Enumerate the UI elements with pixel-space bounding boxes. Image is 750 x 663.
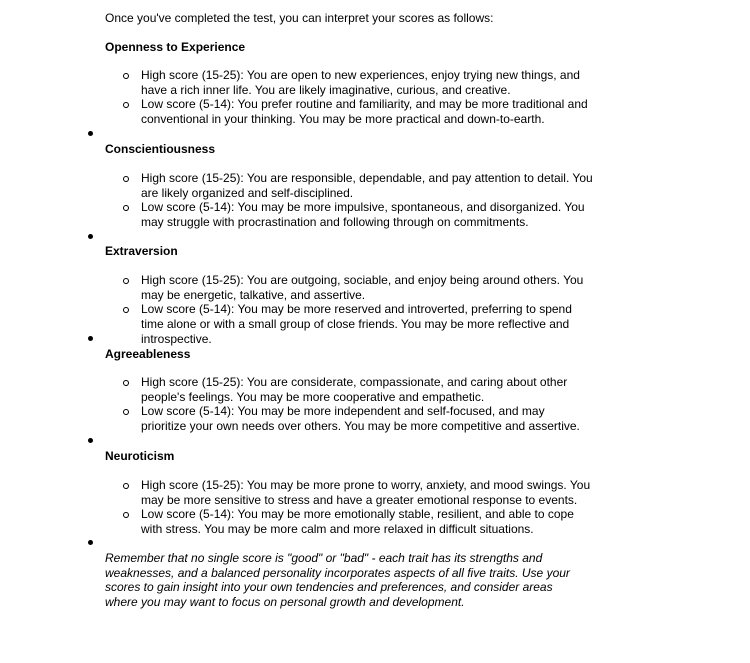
trait-heading-openness: Openness to Experience (105, 40, 246, 54)
trait-high-score-extraversion (123, 273, 593, 302)
trait-low-text: Low score (5-14): You may be more emotionally stable, resilient, and able to cope with stress. You may be more calm and more relaxed in difficult situations. (141, 507, 574, 537)
trait-low-score-extraversion (123, 302, 593, 346)
trait-low-text: Low score (5-14): You may be more impulsive, spontaneous, and disorganized. You may struggle with procrastination and following through on commitments. (141, 200, 585, 230)
trait-low-text: Low score (5-14): You prefer routine and familiarity, and may be more traditional and conventional in your thinking. You may be more practical and down-to-earth. (141, 97, 588, 127)
circle-bullet-icon (123, 102, 129, 108)
trait-low-score-conscientiousness (123, 200, 593, 229)
trait-heading-conscientiousness: Conscientiousness (105, 142, 216, 156)
trait-high-score-conscientiousness (123, 171, 593, 200)
trait-list-neuroticism (123, 478, 593, 537)
trait-low-text: Low score (5-14): You may be more reserved and introverted, preferring to spend time alone or with a small group of close friends. You may be more reflective and introspective. (141, 302, 572, 346)
trait-high-text: High score (15-25): You are outgoing, sociable, and enjoy being around others. You may be energetic, talkative, and assertive. (141, 273, 584, 302)
disc-bullet-icon (88, 234, 93, 239)
trait-heading-neuroticism: Neuroticism (105, 449, 175, 463)
trait-list-conscientiousness (123, 171, 593, 230)
closing-note: Remember that no single score is "good" or "bad" - each trait has its strengths and weaknesses, and a balanced personality incorporates aspects of all five traits. Use your scores to gain insight into your own tendencies and preferences, and consider areas where you may want to focus on personal growth and development. (105, 551, 570, 609)
trait-list-extraversion (123, 273, 593, 347)
trait-high-score-agreeableness (123, 375, 593, 404)
trait-low-score-neuroticism (123, 507, 593, 536)
trait-high-text: High score (15-25): You may be more prone to worry, anxiety, and mood swings. You may be more sensitive to stress and have a greater emotional response to events. (141, 478, 591, 507)
trait-low-score-openness (123, 97, 593, 126)
trait-low-score-agreeableness (123, 404, 593, 433)
disc-bullet-icon (88, 438, 93, 443)
circle-bullet-icon (123, 176, 129, 182)
trait-list-openness (123, 68, 593, 127)
circle-bullet-icon (123, 307, 129, 313)
disc-bullet-icon (88, 131, 93, 136)
disc-bullet-icon (88, 540, 93, 545)
trait-high-text: High score (15-25): You are responsible, dependable, and pay attention to detail. You are likely organized and self-disciplined. (141, 171, 593, 200)
trait-heading-agreeableness: Agreeableness (105, 347, 191, 361)
circle-bullet-icon (123, 409, 129, 415)
trait-list-agreeableness (123, 375, 593, 434)
trait-heading-extraversion: Extraversion (105, 244, 178, 258)
trait-high-text: High score (15-25): You are open to new experiences, enjoy trying new things, and have a rich inner life. You are likely imaginative, curious, and creative. (141, 68, 580, 97)
circle-bullet-icon (123, 278, 129, 284)
trait-high-score-openness (123, 68, 593, 97)
trait-high-score-neuroticism (123, 478, 593, 507)
intro-text: Once you've completed the test, you can interpret your scores as follows: (105, 11, 494, 25)
circle-bullet-icon (123, 483, 129, 489)
circle-bullet-icon (123, 205, 129, 211)
circle-bullet-icon (123, 512, 129, 518)
trait-high-text: High score (15-25): You are considerate, compassionate, and caring about other people's feelings. You may be more cooperative and empathetic. (141, 375, 568, 404)
circle-bullet-icon (123, 380, 129, 386)
circle-bullet-icon (123, 73, 129, 79)
trait-low-text: Low score (5-14): You may be more independent and self-focused, and may prioritize your own needs over others. You may be more competitive and assertive. (141, 404, 580, 434)
disc-bullet-icon (88, 336, 93, 341)
